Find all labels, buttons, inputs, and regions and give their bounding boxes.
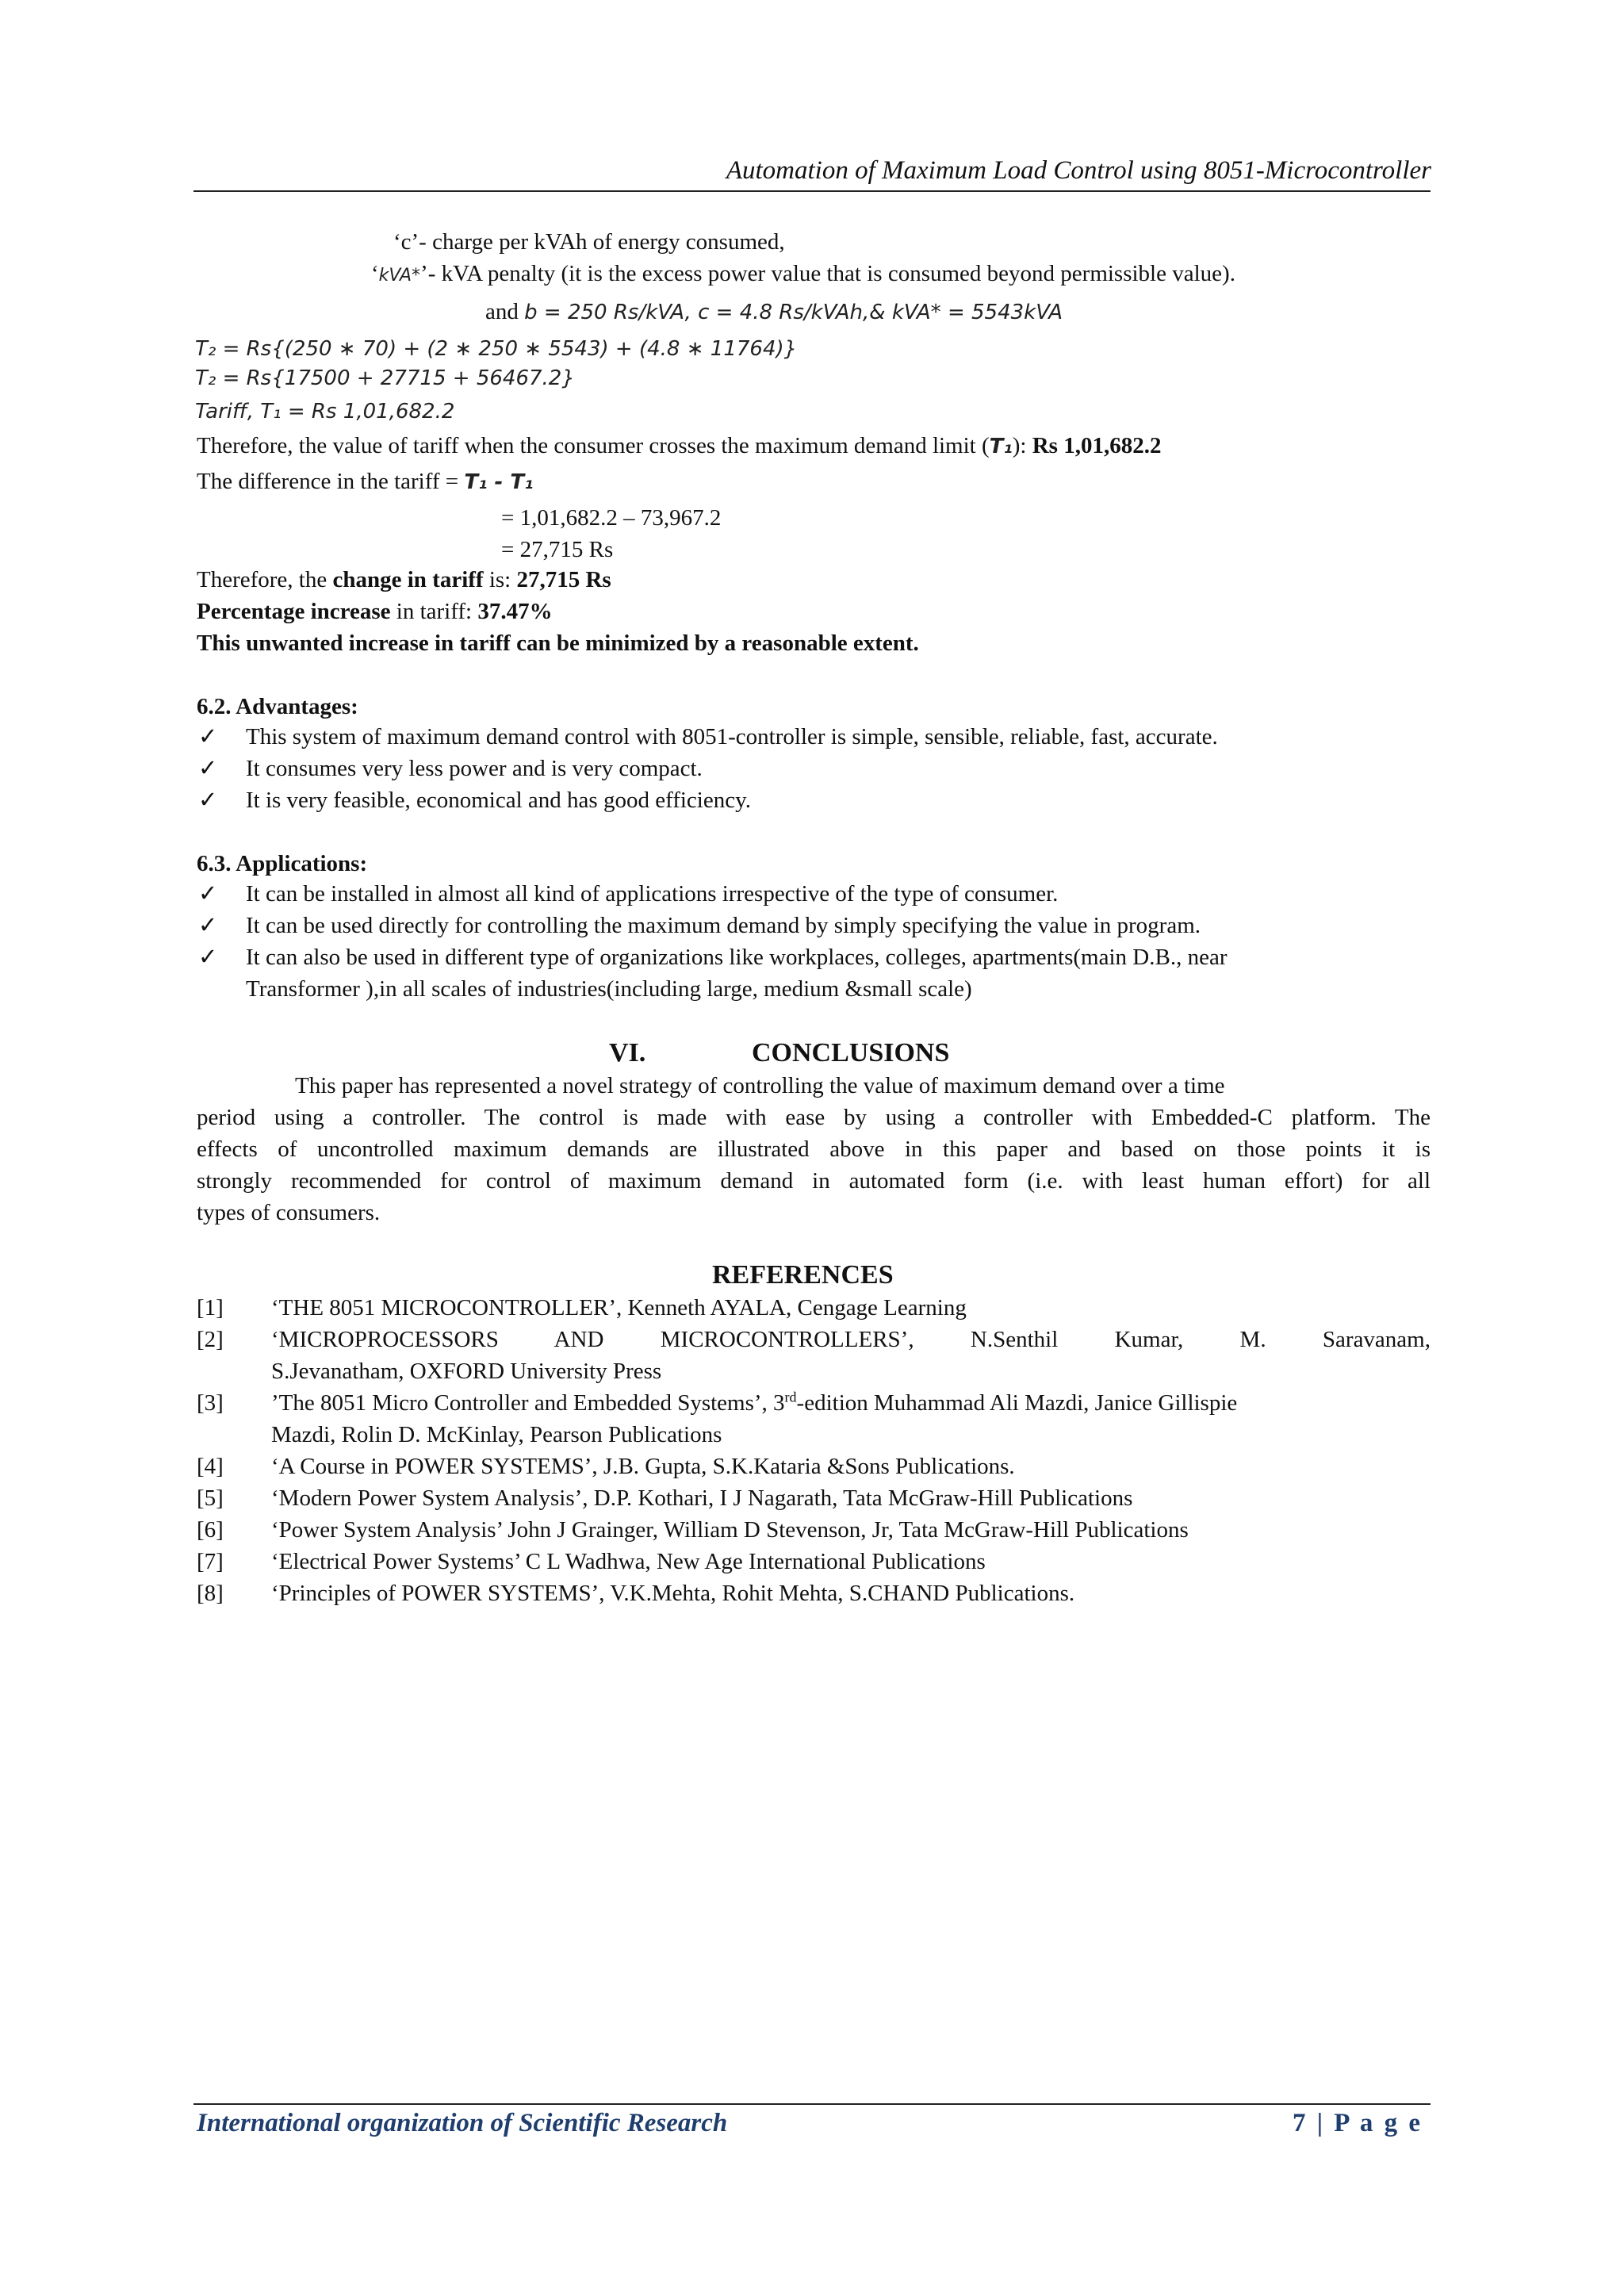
check-icon: ✓ [198, 724, 218, 749]
advantages-heading: 6.2. Advantages: [197, 694, 358, 719]
conclusion-line-1: This paper has represented a novel strategy of controlling the value of maximum demand over a time [295, 1073, 1225, 1098]
unwanted-increase-note: This unwanted increase in tariff can be minimized by a reasonable extent. [197, 631, 919, 656]
percentage-increase: Percentage increase in tariff: 37.47% [197, 599, 553, 624]
values-line: and b = 250 Rs/kVA, c = 4.8 Rs/kVAh,& kVA* = 5543kVA [485, 299, 1063, 324]
reference-text: ‘MICROPROCESSORS AND MICROCONTROLLERS’, N.Senthil Kumar, M. Saravanam, [271, 1327, 1431, 1352]
references-title: REFERENCES [712, 1260, 894, 1290]
reference-number: [3] [197, 1390, 224, 1416]
equation-3: Tariff, T₁ = Rs 1,01,682.2 [195, 400, 455, 424]
reference-text: ‘Modern Power System Analysis’, D.P. Kothari, I J Nagarath, Tata McGraw-Hill Publications [271, 1485, 1133, 1511]
section-title: CONCLUSIONS [752, 1038, 950, 1068]
application-item: It can be installed in almost all kind of applications irrespective of the type of consumer. [246, 881, 1059, 907]
reference-number: [7] [197, 1549, 224, 1574]
reference-number: [6] [197, 1517, 224, 1543]
equation-2: T₂ = Rs{17500 + 27715 + 56467.2} [195, 366, 575, 390]
conclusion-line-4: strongly recommended for control of maximum demand in automated form (i.e. with least human effort) for all [197, 1168, 1431, 1194]
header-rule [193, 190, 1431, 192]
check-icon: ✓ [198, 913, 218, 938]
page-number: 7 | P a g e [1292, 2109, 1423, 2137]
c-definition: ‘c’- charge per kVAh of energy consumed, [393, 229, 785, 255]
reference-text-continued: S.Jevanatham, OXFORD University Press [271, 1359, 662, 1384]
reference-text: ‘Power System Analysis’ John J Grainger, William D Stevenson, Jr, Tata McGraw-Hill Publications [271, 1517, 1189, 1543]
reference-text: ‘Principles of POWER SYSTEMS’, V.K.Mehta, Rohit Mehta, S.CHAND Publications. [271, 1581, 1075, 1606]
reference-text: ’The 8051 Micro Controller and Embedded Systems’, 3rd-edition Muhammad Ali Mazdi, Janice Gillispie [271, 1389, 1238, 1416]
running-header: Automation of Maximum Load Control using 8051-Microcontroller [726, 156, 1431, 185]
change-in-tariff: Therefore, the change in tariff is: 27,715 Rs [197, 567, 611, 592]
reference-number: [1] [197, 1295, 224, 1320]
conclusion-line-5: types of consumers. [197, 1200, 381, 1225]
advantage-item: This system of maximum demand control with 8051-controller is simple, sensible, reliable, fast, accurate. [246, 724, 1218, 749]
values-equation: b = 250 Rs/kVA, c = 4.8 Rs/kVAh,& kVA* = 5543kVA [524, 301, 1063, 324]
application-item: It can also be used in different type of organizations like workplaces, colleges, apartments(main D.B., near [246, 945, 1228, 970]
check-icon: ✓ [198, 756, 218, 781]
check-icon: ✓ [198, 881, 218, 907]
advantage-item: It is very feasible, economical and has good efficiency. [246, 788, 751, 813]
footer-rule [193, 2103, 1431, 2105]
tariff-difference-line: The difference in the tariff = T₁ - T₁ [197, 469, 534, 494]
section-number: VI. [609, 1038, 646, 1068]
advantage-item: It consumes very less power and is very compact. [246, 756, 703, 781]
reference-text-continued: Mazdi, Rolin D. McKinlay, Pearson Publications [271, 1422, 722, 1447]
reference-number: [4] [197, 1454, 224, 1479]
reference-text: ‘A Course in POWER SYSTEMS’, J.B. Gupta, S.K.Kataria &Sons Publications. [271, 1454, 1015, 1479]
equation-1: T₂ = Rs{(250 ∗ 70) + (2 ∗ 250 ∗ 5543) + (4.8 ∗ 11764)} [195, 337, 798, 361]
reference-number: [2] [197, 1327, 224, 1352]
conclusion-line-3: effects of uncontrolled maximum demands are illustrated above in this paper and based on those points it is [197, 1137, 1431, 1162]
conclusion-line-2: period using a controller. The control is made with ease by using a controller with Embedded-C platform. The [197, 1105, 1431, 1130]
kva-symbol: kVA* [378, 266, 421, 286]
applications-heading: 6.3. Applications: [197, 851, 368, 876]
reference-text: ‘Electrical Power Systems’ C L Wadhwa, New Age International Publications [271, 1549, 986, 1574]
application-item-continued: Transformer ),in all scales of industries(including large, medium &small scale) [246, 976, 972, 1002]
difference-calc-1: = 1,01,682.2 – 73,967.2 [501, 505, 722, 531]
reference-text: ‘THE 8051 MICROCONTROLLER’, Kenneth AYALA, Cengage Learning [271, 1295, 967, 1320]
check-icon: ✓ [198, 945, 218, 970]
difference-calc-2: = 27,715 Rs [501, 537, 614, 562]
footer-organization: International organization of Scientific Research [197, 2109, 728, 2137]
check-icon: ✓ [198, 788, 218, 813]
reference-number: [8] [197, 1581, 224, 1606]
application-item: It can be used directly for controlling the maximum demand by simply specifying the value in program. [246, 913, 1201, 938]
reference-number: [5] [197, 1485, 224, 1511]
tariff-result-line: Therefore, the value of tariff when the consumer crosses the maximum demand limit (T₁): Rs 1,01,682.2 [197, 433, 1162, 458]
kva-definition: ‘kVA*’- kVA penalty (it is the excess power value that is consumed beyond permissible value). [371, 261, 1235, 286]
